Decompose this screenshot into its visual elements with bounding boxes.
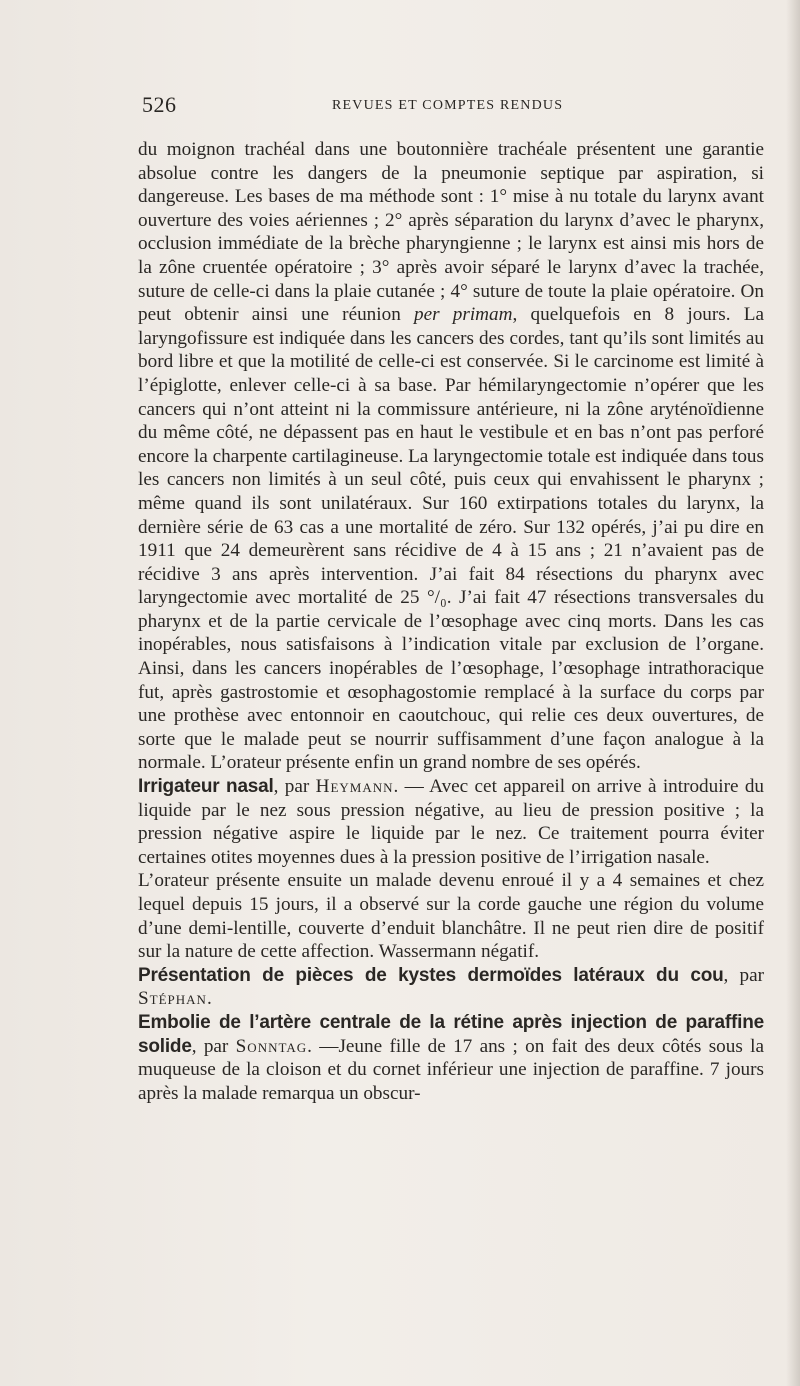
page-edge-shadow bbox=[786, 0, 800, 1386]
page-header bbox=[142, 92, 762, 122]
by-text: , par bbox=[191, 1035, 236, 1057]
paragraph-text: , quelquefois en 8 jours. La laryngofissure est indiquée dans les cancers des cordes, tant qu’ils sont limités au bord libre et que la motilité de celle-ci est conservée. Si le carcinome est limité à l’épiglotte, enlever celle-ci à sa base. Par hémilaryngectomie n’opérer que les cancers qui n’ont atteint ni la commissure antérieure, ni la zône aryténoïdienne du même côté, ne dépassent pas en haut le vestibule et en bas n’ont pas perforé encore la charpente cartilagineuse. La laryngectomie totale est indiquée dans tous les cancers non limités à un seul côté, puis ceux qui envahissent le pharynx ; même quand ils sont unilatéraux. Sur 160 extirpations totales du larynx, la dernière série de 63 cas a une mortalité de zéro. Sur 132 opérés, j’ai pu dire en 1911 que 24 demeurèrent sans récidive de 4 à 15 ans ; 21 n’avaient pas de récidive 3 ans après intervention. J’ai fait 84 résections du pharynx avec laryngectomie avec mortalité de 25 °/₀. J’ai fait 47 résections transversales du pharynx et de la partie cervicale de l’œsophage avec cinq morts. Dans les cas inopérables, nous satisfaisons à l’indication vitale par exclusion de l’organe. Ainsi, dans les cancers inopérables de l’œsophage, l’œsophage intrathoracique fut, après gastrostomie et œsophagostomie remplacé à la surface du corps par une prothèse avec entonnoir en caoutchouc, qui relie ces deux ouvertures, de sorte que le malade peut se nourrir suffisamment d’une façon analogue à la normale. L’orateur présente enfin un grand nombre de ses opérés. bbox=[138, 304, 764, 774]
by-text: , par bbox=[723, 964, 765, 986]
author-name: Sonntag bbox=[235, 1035, 308, 1057]
by-text: , par bbox=[273, 776, 316, 798]
author-name: Stéphan bbox=[138, 988, 207, 1010]
paragraph-irrigateur bbox=[138, 775, 764, 869]
paragraph-malade bbox=[138, 869, 764, 963]
paragraph-text: L’orateur présente ensuite un malade devenu enroué il y a 4 semaines et chez lequel depuis 15 jours, il a observé sur la corde gauche une région du volume d’une demi-lentille, couverte d’enduit blanchâtre. Il ne peut rien dire de positif sur la nature de cette affection. Wassermann négatif. bbox=[138, 870, 764, 963]
paragraph-end: . bbox=[206, 988, 212, 1010]
paragraph-text: du moignon trachéal dans une boutonnière trachéale présentent une garantie absolue contre les dangers de la pneumonie septique par aspiration, si dangereuse. Les bases de ma méthode sont : 1° mise à nu totale du larynx avant ouverture des voies aériennes ; 2° après séparation du larynx d’avec le pharynx, occlusion immédiate de la brèche pharyngienne ; le larynx est ainsi mis hors de la zône cruentée opératoire ; 3° après avoir séparé le larynx d’avec la trachée, suture de celle-ci dans la plaie cutanée ; 4° suture de toute la plaie opératoire. On peut obtenir ainsi une réunion bbox=[138, 139, 764, 326]
running-title: REVUES ET COMPTES RENDUS bbox=[332, 98, 564, 113]
article-body bbox=[138, 138, 764, 1105]
paragraph-kystes bbox=[138, 964, 764, 1011]
section-title: Irrigateur nasal bbox=[138, 776, 274, 798]
paragraph-laryngectomy bbox=[138, 138, 764, 775]
paragraph-text: . — Avec cet appareil on arrive à introduire du liquide par le nez sous pression négative, au lieu de pression positive ; la pression négative aspire le liquide par le nez. Ce traitement pourra éviter certaines otites moyennes dues à la pression positive de l’irrigation nasale. bbox=[138, 776, 765, 868]
paragraph-text: . —Jeune fille de 17 ans ; on fait des deux côtés sous la muqueuse de la cloison et du cornet inférieur une injection de paraffine. 7 jours après la malade remarqua un obscur- bbox=[138, 1035, 764, 1104]
author-name: Heymann bbox=[315, 776, 394, 798]
paragraph-embolie bbox=[138, 1011, 764, 1105]
section-title: Présentation de pièces de kystes dermoïdes latéraux du cou bbox=[138, 964, 724, 986]
section-title: Embolie de l’artère centrale de la rétine après injection de paraffine solide bbox=[138, 1011, 764, 1057]
page-number: 526 bbox=[142, 92, 177, 117]
latin-phrase: per primam bbox=[414, 304, 513, 326]
